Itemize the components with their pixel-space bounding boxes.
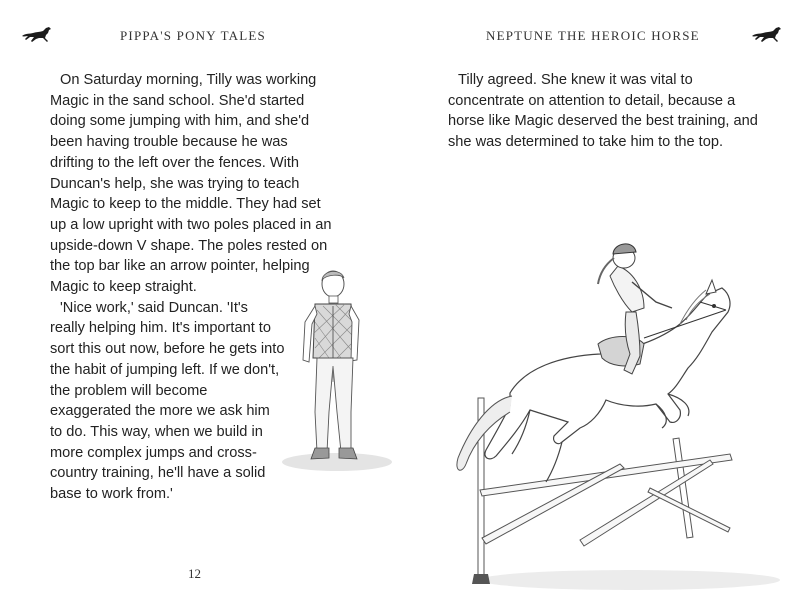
running-head: PIPPA'S PONY TALES bbox=[120, 28, 266, 43]
paragraph: On Saturday morning, Tilly was working Magic in the sand school. She'd started doing some jumping with him, and she'd been having trouble because he was drifting to the left over the fences. With Duncan's help, she was trying to teach Magic to keep to the middle. They had set up a low upright with two poles placed in an upside-down V shape. The poles rested on the top bar like an arrow pointer, helping Magic to keep straight. bbox=[50, 72, 332, 296]
paragraph: 'Nice work,' said Duncan. 'It's really helping him. It's important to sort this out now, before he gets into the habit of jumping left. If we don't, the problem will become exaggerated the more we ask him to do. This way, when we build in more complex jumps and cross-country training, he'll have a solid base to work from.' bbox=[50, 299, 285, 503]
body-text bbox=[448, 70, 768, 153]
galloping-horse-icon bbox=[20, 24, 54, 46]
horse-jumping-illustration bbox=[430, 228, 800, 598]
galloping-horse-icon bbox=[750, 24, 784, 46]
right-page bbox=[400, 0, 800, 612]
running-head: NEPTUNE THE HEROIC HORSE bbox=[486, 28, 700, 43]
duncan-illustration bbox=[275, 262, 400, 482]
paragraph: Tilly agreed. She knew it was vital to concentrate on attention to detail, because a horse like Magic deserved the best training, and she was determined to take him to the top. bbox=[448, 72, 758, 151]
page-number: 12 bbox=[188, 566, 201, 581]
